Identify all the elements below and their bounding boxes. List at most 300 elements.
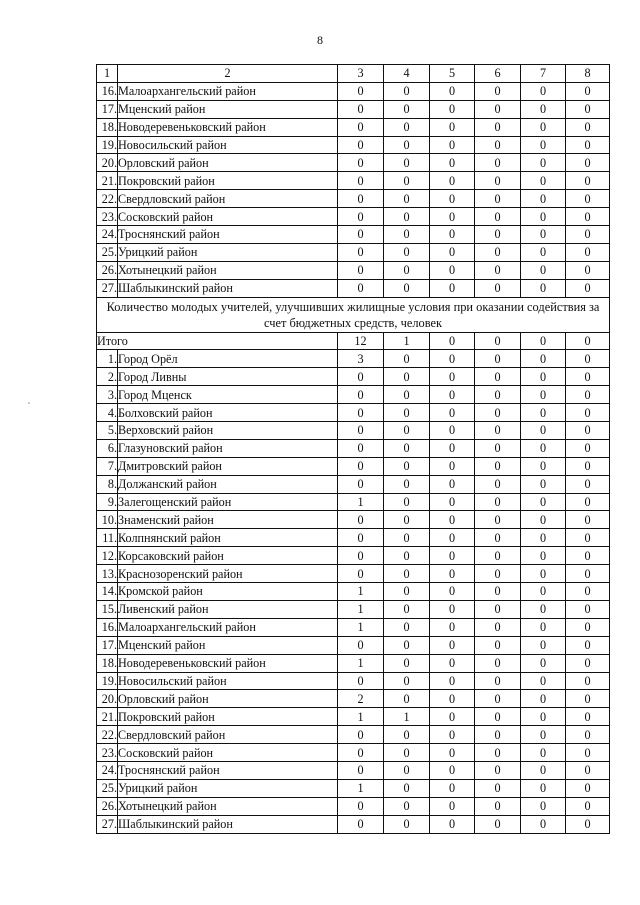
- value-cell: 0: [475, 226, 521, 244]
- value-cell: 0: [384, 779, 430, 797]
- value-cell: 0: [475, 797, 521, 815]
- value-cell: 0: [338, 636, 384, 654]
- table-row: [97, 493, 610, 511]
- row-number: 8.: [97, 475, 118, 493]
- row-number: 23.: [97, 208, 118, 226]
- total-row: [97, 332, 610, 350]
- value-cell: 0: [566, 797, 610, 815]
- value-cell: 1: [338, 779, 384, 797]
- value-cell: 0: [566, 386, 610, 404]
- value-cell: 0: [384, 439, 430, 457]
- value-cell: 0: [430, 618, 475, 636]
- value-cell: 0: [566, 547, 610, 565]
- value-cell: 0: [475, 529, 521, 547]
- value-cell: 0: [430, 779, 475, 797]
- row-number: 11.: [97, 529, 118, 547]
- value-cell: 0: [475, 636, 521, 654]
- value-cell: 0: [566, 744, 610, 762]
- value-cell: 0: [521, 475, 566, 493]
- header-cell: 3: [338, 65, 384, 83]
- value-cell: 0: [521, 100, 566, 118]
- district-name: Мценский район: [118, 100, 338, 118]
- value-cell: 0: [384, 172, 430, 190]
- value-cell: 0: [430, 208, 475, 226]
- table-row: [97, 226, 610, 244]
- table-row: [97, 350, 610, 368]
- district-name: Кромской район: [118, 583, 338, 601]
- table-row: [97, 565, 610, 583]
- table-row: [97, 439, 610, 457]
- total-value: 1: [384, 332, 430, 350]
- row-number: 3.: [97, 386, 118, 404]
- district-name: Мценский район: [118, 636, 338, 654]
- district-name: Сосковский район: [118, 208, 338, 226]
- value-cell: 0: [475, 208, 521, 226]
- value-cell: 0: [384, 404, 430, 422]
- value-cell: 0: [475, 136, 521, 154]
- value-cell: 0: [384, 154, 430, 172]
- table-row: [97, 815, 610, 833]
- scan-speck: [28, 402, 30, 404]
- district-name: Колпнянский район: [118, 529, 338, 547]
- value-cell: 0: [475, 761, 521, 779]
- table-row: [97, 690, 610, 708]
- value-cell: 0: [338, 243, 384, 261]
- value-cell: 0: [521, 726, 566, 744]
- value-cell: 0: [338, 118, 384, 136]
- value-cell: 0: [430, 82, 475, 100]
- value-cell: 0: [475, 261, 521, 279]
- row-number: 16.: [97, 618, 118, 636]
- value-cell: 0: [384, 279, 430, 297]
- value-cell: 0: [475, 386, 521, 404]
- value-cell: 0: [521, 493, 566, 511]
- value-cell: 0: [384, 726, 430, 744]
- value-cell: 0: [430, 100, 475, 118]
- row-number: 12.: [97, 547, 118, 565]
- value-cell: 0: [475, 779, 521, 797]
- value-cell: 0: [566, 279, 610, 297]
- row-number: 2.: [97, 368, 118, 386]
- value-cell: 0: [384, 368, 430, 386]
- value-cell: 0: [475, 82, 521, 100]
- value-cell: 0: [430, 190, 475, 208]
- value-cell: 0: [566, 815, 610, 833]
- value-cell: 0: [566, 565, 610, 583]
- header-cell: 8: [566, 65, 610, 83]
- value-cell: 0: [475, 154, 521, 172]
- district-name: Орловский район: [118, 154, 338, 172]
- row-number: 22.: [97, 190, 118, 208]
- table-row: [97, 457, 610, 475]
- value-cell: 0: [521, 368, 566, 386]
- value-cell: 0: [430, 118, 475, 136]
- value-cell: 0: [430, 386, 475, 404]
- value-cell: 0: [384, 547, 430, 565]
- district-name: Залегощенский район: [118, 493, 338, 511]
- table-row: [97, 404, 610, 422]
- value-cell: 0: [384, 797, 430, 815]
- value-cell: 0: [338, 439, 384, 457]
- row-number: 19.: [97, 672, 118, 690]
- district-name: Сосковский район: [118, 744, 338, 762]
- value-cell: 0: [384, 100, 430, 118]
- table-row: [97, 154, 610, 172]
- total-label: Итого: [97, 332, 338, 350]
- value-cell: 0: [384, 457, 430, 475]
- value-cell: 0: [430, 368, 475, 386]
- table-row: [97, 529, 610, 547]
- table-row: [97, 422, 610, 440]
- table-row: [97, 744, 610, 762]
- value-cell: 0: [430, 761, 475, 779]
- total-value: 0: [566, 332, 610, 350]
- table-row: [97, 118, 610, 136]
- value-cell: 0: [475, 726, 521, 744]
- row-number: 21.: [97, 708, 118, 726]
- table-row: [97, 547, 610, 565]
- value-cell: 0: [384, 208, 430, 226]
- value-cell: 0: [384, 226, 430, 244]
- value-cell: 0: [430, 475, 475, 493]
- value-cell: 0: [566, 475, 610, 493]
- value-cell: 0: [566, 118, 610, 136]
- row-number: 14.: [97, 583, 118, 601]
- value-cell: 0: [521, 136, 566, 154]
- value-cell: 0: [430, 350, 475, 368]
- value-cell: 0: [521, 654, 566, 672]
- value-cell: 0: [338, 744, 384, 762]
- value-cell: 0: [430, 439, 475, 457]
- value-cell: 0: [430, 815, 475, 833]
- value-cell: 0: [566, 708, 610, 726]
- table-row: [97, 172, 610, 190]
- table-row: [97, 136, 610, 154]
- row-number: 24.: [97, 226, 118, 244]
- value-cell: 0: [566, 636, 610, 654]
- value-cell: 0: [475, 583, 521, 601]
- value-cell: 0: [384, 82, 430, 100]
- value-cell: 0: [521, 600, 566, 618]
- value-cell: 0: [430, 672, 475, 690]
- table-row: [97, 672, 610, 690]
- value-cell: 0: [521, 636, 566, 654]
- table-row: [97, 386, 610, 404]
- table-row: [97, 261, 610, 279]
- value-cell: 0: [475, 618, 521, 636]
- value-cell: 0: [338, 422, 384, 440]
- table-row: [97, 208, 610, 226]
- value-cell: 0: [338, 226, 384, 244]
- value-cell: 0: [430, 636, 475, 654]
- district-name: Шаблыкинский район: [118, 279, 338, 297]
- district-name: Шаблыкинский район: [118, 815, 338, 833]
- district-name: Новосильский район: [118, 672, 338, 690]
- value-cell: 0: [475, 172, 521, 190]
- value-cell: 1: [338, 708, 384, 726]
- value-cell: 0: [521, 797, 566, 815]
- value-cell: 0: [430, 547, 475, 565]
- value-cell: 0: [475, 600, 521, 618]
- value-cell: 0: [338, 475, 384, 493]
- value-cell: 0: [566, 654, 610, 672]
- value-cell: 0: [338, 457, 384, 475]
- district-name: Болховский район: [118, 404, 338, 422]
- district-name: Верховский район: [118, 422, 338, 440]
- table-body: [97, 65, 610, 834]
- value-cell: 0: [338, 404, 384, 422]
- value-cell: 0: [475, 422, 521, 440]
- value-cell: 0: [521, 422, 566, 440]
- value-cell: 0: [338, 82, 384, 100]
- value-cell: 0: [430, 690, 475, 708]
- value-cell: 0: [475, 475, 521, 493]
- district-name: Город Ливны: [118, 368, 338, 386]
- value-cell: 2: [338, 690, 384, 708]
- district-name: Троснянский район: [118, 226, 338, 244]
- value-cell: 0: [338, 279, 384, 297]
- value-cell: 0: [384, 243, 430, 261]
- value-cell: 0: [475, 118, 521, 136]
- total-value: 0: [521, 332, 566, 350]
- value-cell: 0: [430, 226, 475, 244]
- row-number: 20.: [97, 154, 118, 172]
- row-number: 26.: [97, 261, 118, 279]
- value-cell: 0: [475, 547, 521, 565]
- header-cell: 7: [521, 65, 566, 83]
- value-cell: 0: [521, 190, 566, 208]
- value-cell: 0: [338, 261, 384, 279]
- row-number: 18.: [97, 654, 118, 672]
- value-cell: 0: [430, 136, 475, 154]
- district-name: Свердловский район: [118, 190, 338, 208]
- value-cell: 0: [338, 672, 384, 690]
- district-name: Урицкий район: [118, 243, 338, 261]
- row-number: 5.: [97, 422, 118, 440]
- value-cell: 0: [566, 511, 610, 529]
- value-cell: 0: [430, 422, 475, 440]
- table-row: [97, 279, 610, 297]
- value-cell: 0: [384, 672, 430, 690]
- value-cell: 0: [521, 690, 566, 708]
- value-cell: 0: [384, 190, 430, 208]
- district-name: Хотынецкий район: [118, 797, 338, 815]
- value-cell: 0: [430, 154, 475, 172]
- value-cell: 0: [475, 368, 521, 386]
- value-cell: 0: [338, 815, 384, 833]
- row-number: 15.: [97, 600, 118, 618]
- district-name: Новодеревеньковский район: [118, 654, 338, 672]
- value-cell: 1: [338, 493, 384, 511]
- value-cell: 0: [566, 493, 610, 511]
- table-row: [97, 100, 610, 118]
- value-cell: 0: [521, 118, 566, 136]
- value-cell: 0: [566, 761, 610, 779]
- value-cell: 0: [384, 583, 430, 601]
- value-cell: 0: [521, 226, 566, 244]
- value-cell: 0: [521, 511, 566, 529]
- value-cell: 0: [521, 404, 566, 422]
- value-cell: 0: [430, 726, 475, 744]
- district-name: Орловский район: [118, 690, 338, 708]
- value-cell: 0: [566, 190, 610, 208]
- value-cell: 0: [338, 154, 384, 172]
- district-name: Корсаковский район: [118, 547, 338, 565]
- value-cell: 0: [521, 529, 566, 547]
- value-cell: 0: [521, 815, 566, 833]
- value-cell: 0: [521, 208, 566, 226]
- row-number: 13.: [97, 565, 118, 583]
- value-cell: 0: [521, 386, 566, 404]
- value-cell: 0: [566, 243, 610, 261]
- value-cell: 0: [566, 261, 610, 279]
- value-cell: 0: [384, 565, 430, 583]
- row-number: 7.: [97, 457, 118, 475]
- total-value: 0: [475, 332, 521, 350]
- total-value: 12: [338, 332, 384, 350]
- value-cell: 0: [430, 797, 475, 815]
- value-cell: 0: [384, 761, 430, 779]
- value-cell: 0: [384, 744, 430, 762]
- table-row: [97, 726, 610, 744]
- value-cell: 0: [521, 618, 566, 636]
- value-cell: 0: [384, 386, 430, 404]
- value-cell: 0: [566, 529, 610, 547]
- value-cell: 0: [338, 511, 384, 529]
- value-cell: 0: [566, 672, 610, 690]
- header-cell: 5: [430, 65, 475, 83]
- value-cell: 0: [521, 172, 566, 190]
- table-row: [97, 618, 610, 636]
- value-cell: 0: [430, 261, 475, 279]
- value-cell: 0: [384, 350, 430, 368]
- row-number: 23.: [97, 744, 118, 762]
- value-cell: 0: [384, 600, 430, 618]
- table-row: [97, 779, 610, 797]
- district-name: Малоархангельский район: [118, 82, 338, 100]
- value-cell: 0: [384, 529, 430, 547]
- value-cell: 0: [475, 100, 521, 118]
- value-cell: 0: [475, 493, 521, 511]
- value-cell: 0: [566, 172, 610, 190]
- table-row: [97, 797, 610, 815]
- row-number: 10.: [97, 511, 118, 529]
- value-cell: 0: [566, 136, 610, 154]
- value-cell: 0: [475, 511, 521, 529]
- value-cell: 0: [384, 136, 430, 154]
- value-cell: 0: [521, 439, 566, 457]
- value-cell: 0: [566, 726, 610, 744]
- value-cell: 0: [384, 690, 430, 708]
- value-cell: 0: [475, 457, 521, 475]
- value-cell: 1: [338, 654, 384, 672]
- row-number: 16.: [97, 82, 118, 100]
- value-cell: 0: [338, 529, 384, 547]
- value-cell: 3: [338, 350, 384, 368]
- value-cell: 0: [338, 100, 384, 118]
- district-name: Малоархангельский район: [118, 618, 338, 636]
- value-cell: 0: [475, 190, 521, 208]
- row-number: 6.: [97, 439, 118, 457]
- district-name: Урицкий район: [118, 779, 338, 797]
- value-cell: 0: [475, 243, 521, 261]
- district-name: Хотынецкий район: [118, 261, 338, 279]
- value-cell: 0: [384, 511, 430, 529]
- value-cell: 0: [475, 404, 521, 422]
- value-cell: 0: [384, 654, 430, 672]
- row-number: 4.: [97, 404, 118, 422]
- row-number: 17.: [97, 100, 118, 118]
- value-cell: 0: [430, 243, 475, 261]
- table-row: [97, 243, 610, 261]
- value-cell: 0: [521, 243, 566, 261]
- district-name: Ливенский район: [118, 600, 338, 618]
- value-cell: 0: [521, 583, 566, 601]
- district-name: Должанский район: [118, 475, 338, 493]
- row-number: 27.: [97, 815, 118, 833]
- value-cell: 0: [430, 654, 475, 672]
- total-value: 0: [430, 332, 475, 350]
- value-cell: 1: [384, 708, 430, 726]
- value-cell: 0: [338, 190, 384, 208]
- value-cell: 0: [384, 118, 430, 136]
- value-cell: 0: [475, 690, 521, 708]
- value-cell: 0: [566, 690, 610, 708]
- district-name: Дмитровский район: [118, 457, 338, 475]
- value-cell: 0: [384, 815, 430, 833]
- district-name: Новосильский район: [118, 136, 338, 154]
- value-cell: 0: [566, 457, 610, 475]
- page-number: 8: [317, 33, 323, 47]
- value-cell: 0: [566, 600, 610, 618]
- value-cell: 0: [430, 583, 475, 601]
- value-cell: 0: [430, 744, 475, 762]
- row-number: 27.: [97, 279, 118, 297]
- value-cell: 0: [566, 779, 610, 797]
- header-cell: 2: [118, 65, 338, 83]
- value-cell: 0: [475, 279, 521, 297]
- value-cell: 0: [338, 136, 384, 154]
- value-cell: 0: [521, 457, 566, 475]
- value-cell: 0: [521, 708, 566, 726]
- value-cell: 0: [430, 279, 475, 297]
- row-number: 18.: [97, 118, 118, 136]
- data-table: [96, 64, 610, 834]
- value-cell: 0: [566, 82, 610, 100]
- table-row: [97, 708, 610, 726]
- table-row: [97, 511, 610, 529]
- value-cell: 0: [521, 279, 566, 297]
- value-cell: 0: [521, 154, 566, 172]
- value-cell: 0: [338, 386, 384, 404]
- value-cell: 0: [430, 493, 475, 511]
- value-cell: 0: [430, 708, 475, 726]
- table-row: [97, 190, 610, 208]
- value-cell: 0: [521, 82, 566, 100]
- value-cell: 0: [521, 261, 566, 279]
- district-name: Краснозоренский район: [118, 565, 338, 583]
- value-cell: 0: [384, 636, 430, 654]
- row-number: 25.: [97, 243, 118, 261]
- value-cell: 0: [521, 565, 566, 583]
- table-row: [97, 583, 610, 601]
- value-cell: 0: [566, 439, 610, 457]
- value-cell: 0: [384, 475, 430, 493]
- table-row: [97, 82, 610, 100]
- value-cell: 1: [338, 600, 384, 618]
- value-cell: 0: [338, 172, 384, 190]
- table-row: [97, 600, 610, 618]
